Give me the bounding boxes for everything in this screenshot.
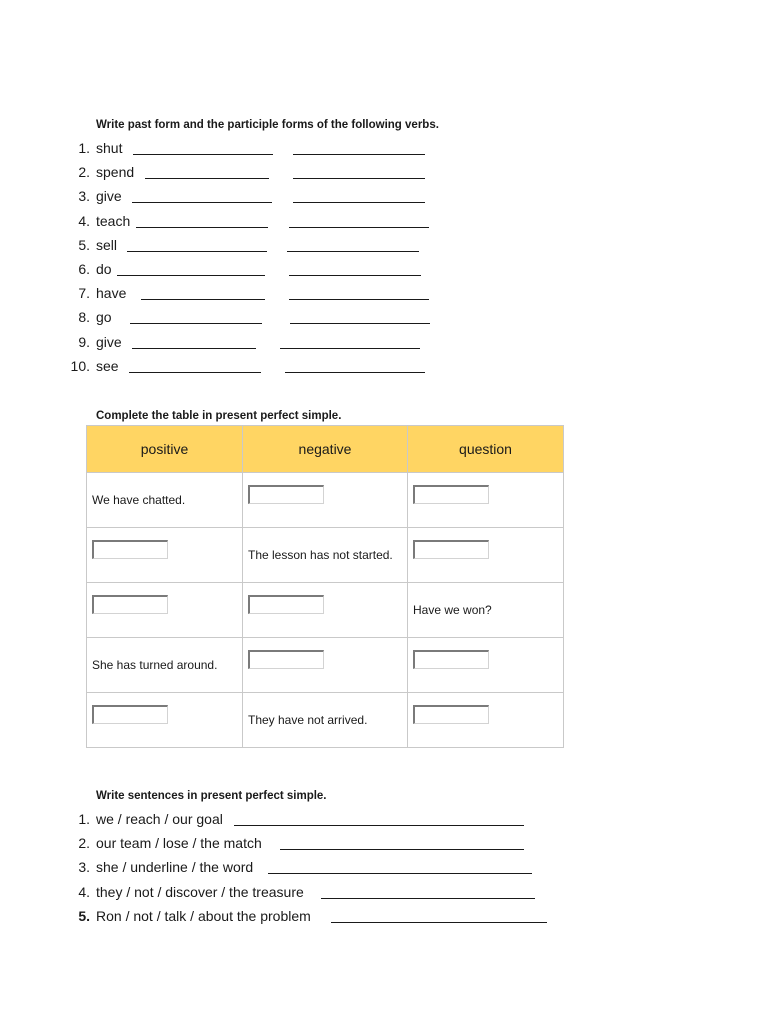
sentence-blank[interactable]: [280, 849, 524, 850]
column-header-positive: positive: [87, 426, 243, 473]
verb: go: [96, 309, 112, 326]
item-number: 10.: [70, 357, 90, 374]
sentence-prompt: they / not / discover / the treasure: [96, 883, 304, 900]
table-cell: [243, 473, 408, 528]
past-form-blank[interactable]: [136, 227, 268, 228]
past-form-blank[interactable]: [129, 372, 261, 373]
table-cell: [87, 528, 243, 583]
sentence-prompt: we / reach / our goal: [96, 811, 223, 827]
sentence-blank[interactable]: [321, 898, 535, 899]
table-cell: [408, 638, 564, 693]
item-number: 1.: [78, 140, 90, 156]
item-number: 5.: [78, 236, 90, 253]
item-number: 7.: [78, 285, 90, 302]
participle-blank[interactable]: [293, 202, 425, 203]
item-number: 4.: [78, 883, 90, 900]
table-cell: [243, 583, 408, 638]
past-form-blank[interactable]: [141, 299, 265, 300]
verb: have: [96, 285, 127, 302]
verb: teach: [96, 212, 131, 229]
past-form-blank[interactable]: [130, 323, 262, 324]
answer-input[interactable]: [413, 705, 489, 724]
participle-blank[interactable]: [289, 227, 429, 228]
table-row: [87, 583, 564, 638]
item-number: 5.: [78, 907, 90, 924]
table-row: [87, 528, 564, 583]
answer-input[interactable]: [248, 650, 324, 669]
answer-input[interactable]: [92, 540, 168, 559]
answer-input[interactable]: [248, 595, 324, 614]
past-form-blank[interactable]: [117, 275, 265, 276]
table-cell: [408, 473, 564, 528]
past-form-blank[interactable]: [133, 154, 273, 155]
table-cell: They have not arrived.: [243, 693, 408, 748]
verb: give: [96, 188, 122, 205]
verb: spend: [96, 164, 135, 181]
verb: shut: [96, 140, 123, 156]
item-number: 1.: [78, 811, 90, 827]
item-number: 6.: [78, 260, 90, 277]
exercise-3-heading: Write sentences in present perfect simple.: [96, 790, 327, 802]
answer-input[interactable]: [92, 595, 168, 614]
table-cell: Have we won?: [408, 583, 564, 638]
sentence-prompt: Ron / not / talk / about the problem: [96, 907, 311, 924]
sentence-prompt: our team / lose / the match: [96, 835, 262, 852]
table-cell: [87, 583, 243, 638]
item-number: 2.: [78, 164, 90, 181]
table-cell: [408, 693, 564, 748]
participle-blank[interactable]: [293, 178, 425, 179]
verb: see: [96, 357, 119, 374]
table-row: [87, 638, 564, 693]
participle-blank[interactable]: [285, 372, 425, 373]
table-row: [87, 693, 564, 748]
past-form-blank[interactable]: [127, 251, 267, 252]
item-number: 3.: [78, 859, 90, 876]
table-cell: [243, 638, 408, 693]
exercise-1-heading: Write past form and the participle forms of the following verbs.: [96, 119, 439, 131]
column-header-negative: negative: [243, 426, 408, 473]
participle-blank[interactable]: [280, 348, 420, 349]
past-form-blank[interactable]: [132, 348, 256, 349]
item-number: 9.: [78, 333, 90, 350]
item-number: 4.: [78, 212, 90, 229]
sentence-blank[interactable]: [268, 873, 532, 874]
column-header-question: question: [408, 426, 564, 473]
table-cell: [87, 693, 243, 748]
item-number: 3.: [78, 188, 90, 205]
verb: sell: [96, 236, 118, 253]
past-form-blank[interactable]: [132, 202, 272, 203]
sentence-blank[interactable]: [234, 825, 524, 826]
participle-blank[interactable]: [293, 154, 425, 155]
answer-input[interactable]: [92, 705, 168, 724]
answer-input[interactable]: [413, 485, 489, 504]
participle-blank[interactable]: [290, 323, 430, 324]
table-cell: We have chatted.: [87, 473, 243, 528]
verb: give: [96, 333, 122, 350]
sentence-blank[interactable]: [331, 922, 547, 923]
participle-blank[interactable]: [287, 251, 419, 252]
present-perfect-table: [86, 425, 564, 748]
participle-blank[interactable]: [289, 299, 429, 300]
exercise-2-heading: Complete the table in present perfect simple.: [96, 410, 342, 422]
table-cell: She has turned around.: [87, 638, 243, 693]
answer-input[interactable]: [413, 540, 489, 559]
table-header-row: [87, 426, 564, 473]
answer-input[interactable]: [248, 485, 324, 504]
item-number: 8.: [78, 309, 90, 326]
table-row: [87, 473, 564, 528]
participle-blank[interactable]: [289, 275, 421, 276]
item-number: 2.: [78, 835, 90, 852]
answer-input[interactable]: [413, 650, 489, 669]
verb: do: [96, 260, 112, 277]
table-cell: [408, 528, 564, 583]
table-cell: The lesson has not started.: [243, 528, 408, 583]
sentence-prompt: she / underline / the word: [96, 859, 254, 876]
past-form-blank[interactable]: [145, 178, 269, 179]
